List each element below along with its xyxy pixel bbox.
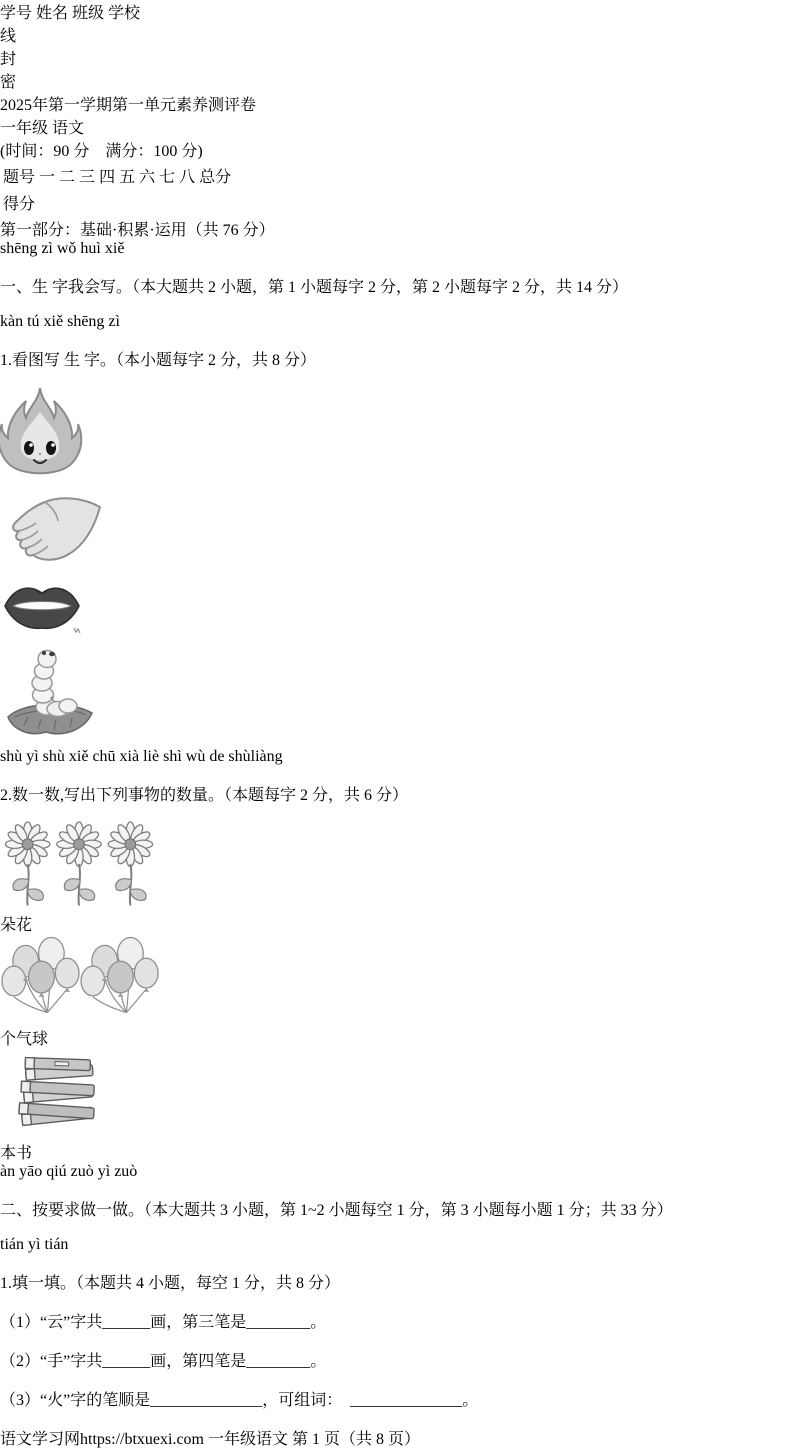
balloon-bunches-icon <box>0 935 164 1021</box>
flowers-answer-row <box>0 912 793 935</box>
three-flowers-icon <box>0 821 158 907</box>
score-table-cell: 一 <box>39 169 56 186</box>
q1-1-note: （本小题每字 2 分，共 8 分） <box>116 352 317 369</box>
q1-2-title: 2.数一数,写出下列事物的数量。 <box>0 787 225 804</box>
flowers-unit-label: 朵花 <box>0 917 33 934</box>
score-empty-cell <box>158 190 176 215</box>
score-table <box>0 161 234 217</box>
q1-2-picture-row <box>0 821 793 1163</box>
fill-item-2: （2）“手”字共______画，第四笔是________。 <box>0 1353 327 1370</box>
score-empty-cell <box>138 190 156 215</box>
score-table-cell: 题号 <box>3 169 36 186</box>
section2-note: （本大题共 3 小题，第 1~2 小题每空 1 分，第 3 小题每小题 1 分；共 33 分） <box>144 1202 673 1219</box>
score-table-cell: 二 <box>59 169 76 186</box>
balloons-unit-label: 个气球 <box>0 1031 49 1048</box>
score-table-cell: 七 <box>159 169 176 186</box>
page-title: 2025年第一学期第一单元素养测评卷 <box>0 97 257 114</box>
books-unit-label: 本书 <box>0 1145 33 1162</box>
fill-in-items <box>0 1309 793 1410</box>
q1-2-title-line <box>0 782 793 805</box>
name-label: 姓名 <box>36 5 69 22</box>
section1-title: 一、生 字我会写。 <box>0 279 133 296</box>
section1-note: （本大题共 2 小题，第 1 小题每字 2 分，第 2 小题每字 2 分，共 14 分） <box>132 279 629 296</box>
score-empty-cell <box>118 190 136 215</box>
score-table-cell: 六 <box>139 169 156 186</box>
page-footer <box>0 1426 793 1449</box>
score-empty-cell <box>178 190 196 215</box>
q1-1-title-line <box>0 347 793 370</box>
student-no-label: 学号 <box>0 5 33 22</box>
score-table-score-row <box>2 190 232 215</box>
class-label: 班级 <box>72 5 105 22</box>
q2-1-pinyin: tián yì tián <box>0 1236 69 1253</box>
score-table-cell: 四 <box>99 169 116 186</box>
score-table-header-row <box>2 163 232 188</box>
page-number-info: 一年级语文 第 1 页（共 8 页） <box>208 1431 421 1448</box>
fill-item-1: （1）“云”字共______画，第三笔是________。 <box>0 1314 327 1331</box>
picture-item-mouth <box>0 576 793 643</box>
score-row-label: 得分 <box>3 196 36 213</box>
school-label: 学校 <box>108 5 141 22</box>
open-mouth-icon <box>0 576 86 638</box>
balloons-answer-row <box>0 1026 793 1049</box>
q1-2-pinyin: shù yì shù xiě chū xià liè shì wù de shùliàng <box>0 748 283 765</box>
q2-1-title: 1.填一填。 <box>0 1275 77 1292</box>
q2-1-title-line <box>0 1270 793 1293</box>
section2-pinyin: àn yāo qiú zuò yì zuò <box>0 1163 138 1180</box>
q1-1-title: 1.看图写 生 字。 <box>0 352 117 369</box>
section2-title: 二、按要求做一做。 <box>0 1202 145 1219</box>
seal-stamp-line: 线 <box>0 28 17 45</box>
q1-1-picture-row <box>0 386 793 748</box>
score-empty-cell <box>198 190 232 215</box>
time-score-line: (时间：90 分 满分：100 分) <box>0 143 203 160</box>
seal-stamp-seal: 封 <box>0 51 17 68</box>
section1-pinyin: shēng zì wǒ huì xiě <box>0 240 125 257</box>
seal-dotted-line <box>46 50 54 1042</box>
fill-item-3: （3）“火”字的笔顺是______________，可组词： ______________。 <box>0 1392 479 1409</box>
score-empty-cell <box>58 190 76 215</box>
books-answer-row <box>0 1140 793 1163</box>
book-stack-icon <box>0 1049 118 1135</box>
section1-title-line <box>0 274 793 297</box>
score-empty-cell <box>98 190 116 215</box>
q1-2-note: （本题每字 2 分，共 6 分） <box>224 787 409 804</box>
count-item-books <box>0 1049 793 1163</box>
score-table-cell: 五 <box>119 169 136 186</box>
seal-margin <box>0 0 793 92</box>
score-table-cell: 八 <box>179 169 196 186</box>
main-content <box>0 92 793 1410</box>
q1-1-pinyin: kàn tú xiě shēng zì <box>0 313 120 330</box>
books-picture-box <box>0 1049 793 1140</box>
picture-item-caterpillar <box>0 643 793 748</box>
watermark-url: 语文学习网https://btxuexi.com <box>0 1431 204 1448</box>
picture-item-hand <box>0 491 793 576</box>
flowers-picture-box <box>0 821 793 912</box>
score-table-cell: 总分 <box>199 169 232 186</box>
score-table-cell: 三 <box>79 169 96 186</box>
part1-heading: 第一部分：基础·积累·运用（共 76 分） <box>0 222 275 239</box>
page-subtitle: 一年级 语文 <box>0 120 85 137</box>
count-item-flowers <box>0 821 793 935</box>
balloons-picture-box <box>0 935 793 1026</box>
cartoon-fire-icon <box>0 386 80 486</box>
q2-1-note: （本题共 4 小题，每空 1 分，共 8 分） <box>76 1275 341 1292</box>
picture-item-fire <box>0 386 793 491</box>
count-item-balloons <box>0 935 793 1049</box>
score-empty-cell <box>78 190 96 215</box>
section2-title-line <box>0 1197 793 1220</box>
seal-stamp-secret: 密 <box>0 74 17 91</box>
